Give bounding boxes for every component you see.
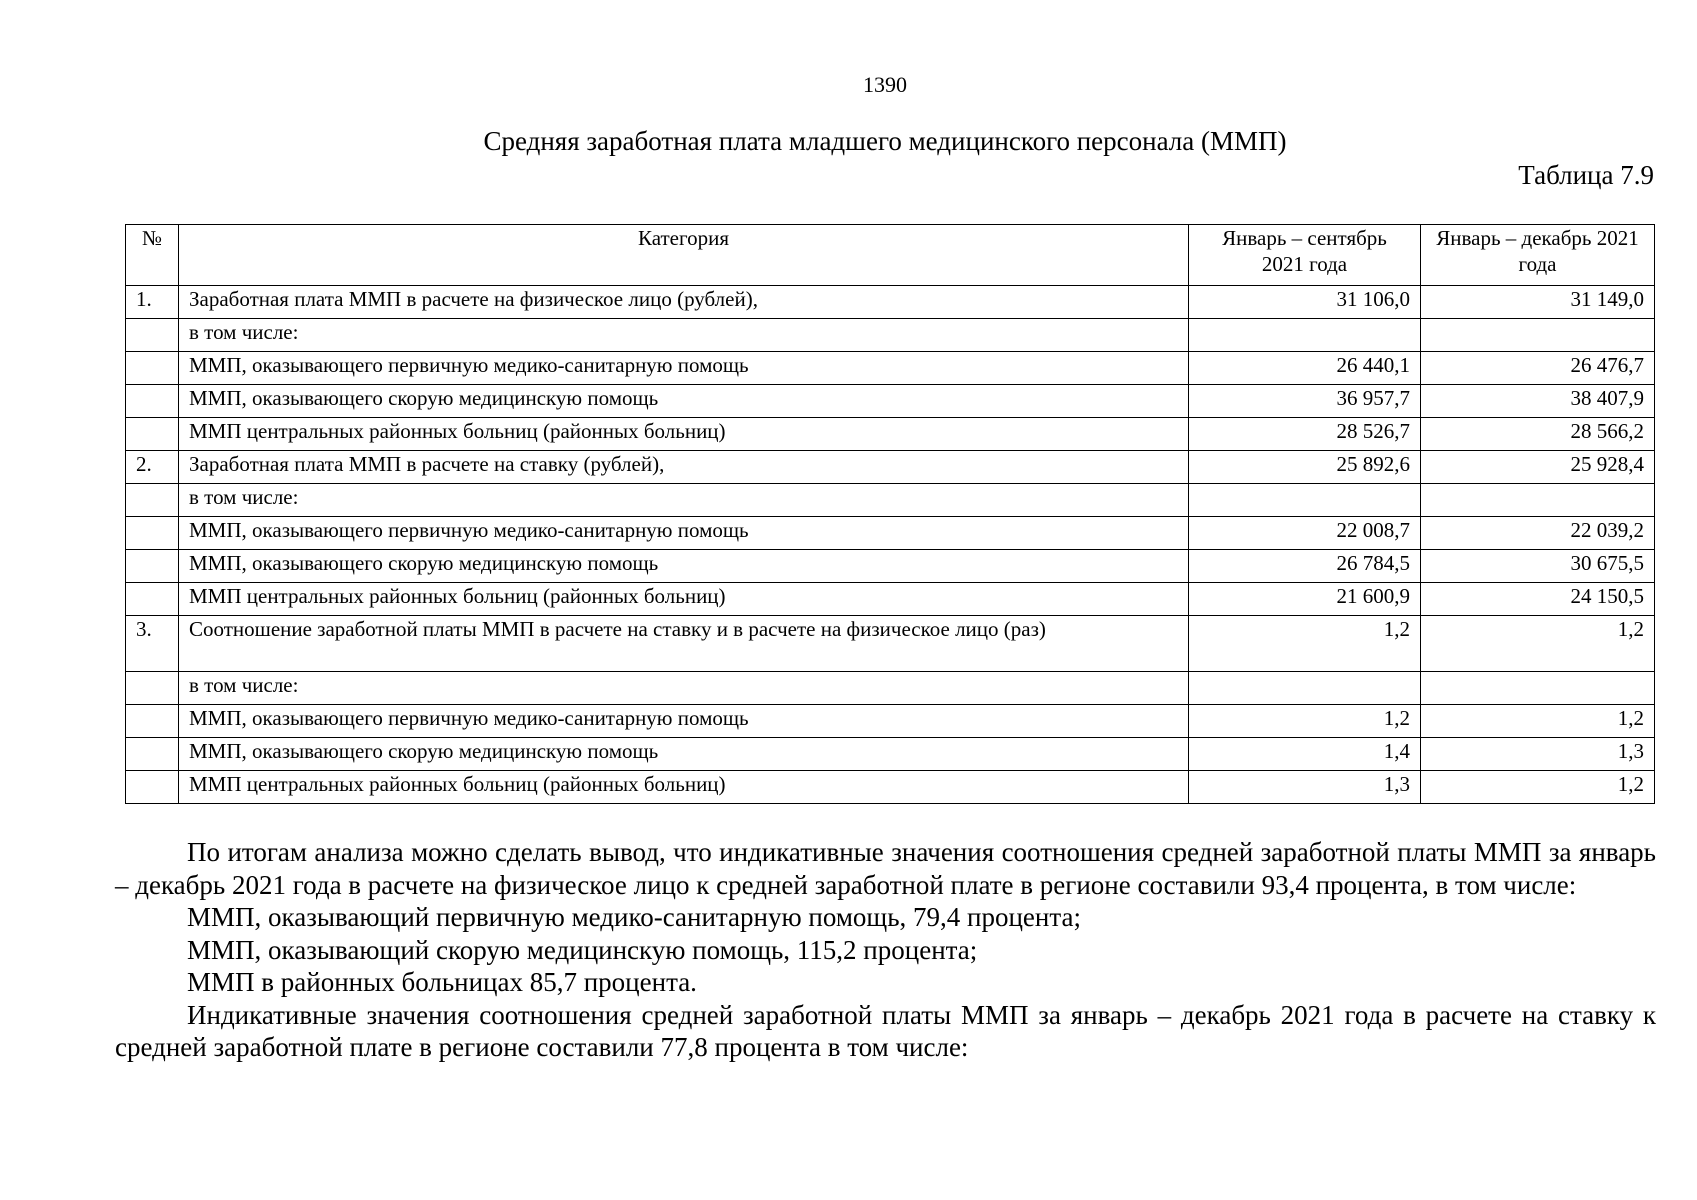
row-value-jan-dec: 26 476,7 [1421,352,1655,385]
table-row [126,616,1655,672]
row-category: в том числе: [179,484,1189,517]
row-value-jan-sep: 28 526,7 [1189,418,1421,451]
table-row [126,550,1655,583]
page-number: 1390 [863,72,907,97]
row-category: ММП, оказывающего первичную медико-санитарную помощь [179,705,1189,738]
header-num: № [126,225,179,286]
table-title: Средняя заработная плата младшего медицинского персонала (ММП) [483,126,1287,156]
row-value-jan-dec [1421,672,1655,705]
row-num [126,738,179,771]
row-category: Заработная плата ММП в расчете на физическое лицо (рублей), [179,286,1189,319]
row-value-jan-sep: 25 892,6 [1189,451,1421,484]
row-value-jan-dec: 1,2 [1421,771,1655,804]
row-num [126,672,179,705]
table-header-row [126,225,1655,286]
row-value-jan-dec: 31 149,0 [1421,286,1655,319]
row-value-jan-dec [1421,319,1655,352]
table-row [126,451,1655,484]
header-period-jan-sep: Январь – сентябрь 2021 года [1189,225,1421,286]
row-value-jan-dec: 1,2 [1421,616,1655,672]
table-row [126,319,1655,352]
analysis-text [115,836,1656,1064]
paragraph-emergency-care: ММП, оказывающий скорую медицинскую помощь, 115,2 процента; [187,934,978,965]
row-num [126,771,179,804]
row-category: ММП центральных районных больниц (районных больниц) [179,771,1189,804]
row-value-jan-dec: 38 407,9 [1421,385,1655,418]
row-category: Соотношение заработной платы ММП в расчете на ставку и в расчете на физическое лицо (раз) [179,616,1189,672]
row-num [126,550,179,583]
row-value-jan-dec: 1,3 [1421,738,1655,771]
row-value-jan-dec: 28 566,2 [1421,418,1655,451]
paragraph-district-hospitals: ММП в районных больницах 85,7 процента. [187,967,697,997]
row-category: в том числе: [179,319,1189,352]
row-category: ММП, оказывающего скорую медицинскую помощь [179,385,1189,418]
header-category: Категория [179,225,1189,286]
row-num [126,583,179,616]
table-row [126,672,1655,705]
row-value-jan-sep: 1,3 [1189,771,1421,804]
row-category: ММП центральных районных больниц (районных больниц) [179,418,1189,451]
header-period-jan-dec: Январь – декабрь 2021 года [1421,225,1655,286]
row-num: 1. [126,286,179,319]
row-value-jan-dec: 1,2 [1421,705,1655,738]
row-num [126,484,179,517]
row-category: ММП, оказывающего скорую медицинскую помощь [179,738,1189,771]
row-category: ММП, оказывающего первичную медико-санитарную помощь [179,517,1189,550]
row-value-jan-sep: 21 600,9 [1189,583,1421,616]
table-row [126,771,1655,804]
row-value-jan-sep: 1,2 [1189,705,1421,738]
table-row [126,738,1655,771]
table-row [126,484,1655,517]
row-category: в том числе: [179,672,1189,705]
row-value-jan-dec: 25 928,4 [1421,451,1655,484]
table-row [126,352,1655,385]
paragraph-conclusion: По итогам анализа можно сделать вывод, что индикативные значения соотношения средней заработной платы ММП за январь – декабрь 2021 года в расчете на физическое лицо к средней заработной плате в регионе составили 93,4 процента, в том числе: [115,837,1656,900]
row-value-jan-sep: 1,2 [1189,616,1421,672]
table-row [126,385,1655,418]
row-category: ММП, оказывающего скорую медицинскую помощь [179,550,1189,583]
row-num [126,418,179,451]
table-row [126,418,1655,451]
paragraph-rate-indicators: Индикативные значения соотношения средней заработной платы ММП за январь – декабрь 2021 года в расчете на ставку к средней заработной плате в регионе составили 77,8 процента в том числе: [115,999,1656,1062]
row-category: ММП, оказывающего первичную медико-санитарную помощь [179,352,1189,385]
row-num [126,319,179,352]
row-value-jan-sep [1189,319,1421,352]
row-value-jan-sep: 36 957,7 [1189,385,1421,418]
row-value-jan-dec [1421,484,1655,517]
row-num: 2. [126,451,179,484]
row-num [126,517,179,550]
row-value-jan-dec: 22 039,2 [1421,517,1655,550]
row-num [126,385,179,418]
table-row [126,286,1655,319]
row-value-jan-sep: 31 106,0 [1189,286,1421,319]
row-value-jan-sep: 26 784,5 [1189,550,1421,583]
row-num: 3. [126,616,179,672]
row-category: ММП центральных районных больниц (районных больниц) [179,583,1189,616]
salary-table [125,224,1655,804]
row-value-jan-dec: 24 150,5 [1421,583,1655,616]
table-row [126,583,1655,616]
row-value-jan-sep [1189,484,1421,517]
row-value-jan-sep: 22 008,7 [1189,517,1421,550]
table-row [126,705,1655,738]
row-category: Заработная плата ММП в расчете на ставку (рублей), [179,451,1189,484]
paragraph-primary-care: ММП, оказывающий первичную медико-санитарную помощь, 79,4 процента; [187,902,1081,932]
row-value-jan-dec: 30 675,5 [1421,550,1655,583]
row-value-jan-sep [1189,672,1421,705]
table-row [126,517,1655,550]
row-value-jan-sep: 1,4 [1189,738,1421,771]
row-num [126,705,179,738]
row-num [126,352,179,385]
table-label: Таблица 7.9 [1518,160,1654,190]
row-value-jan-sep: 26 440,1 [1189,352,1421,385]
